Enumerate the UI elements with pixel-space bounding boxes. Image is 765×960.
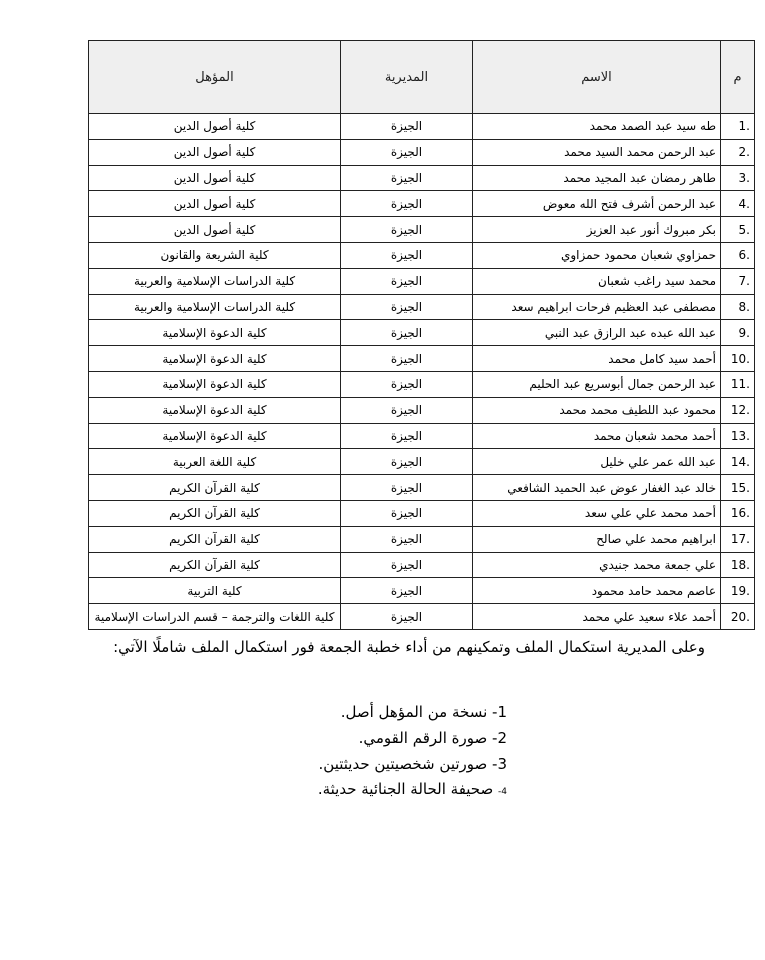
header-directorate: المديرية	[341, 41, 473, 114]
row-number: 1.	[721, 114, 755, 140]
row-directorate: الجيزة	[341, 346, 473, 372]
row-name: ابراهيم محمد علي صالح	[473, 526, 721, 552]
row-directorate: الجيزة	[341, 526, 473, 552]
row-name: عبد الرحمن جمال أبوسريع عبد الحليم	[473, 371, 721, 397]
requirement-item	[319, 755, 507, 773]
requirement-text: صورة الرقم القومي.	[358, 729, 488, 747]
requirement-item	[318, 780, 507, 798]
header-num: م	[721, 41, 755, 114]
row-qualification: كلية الدعوة الإسلامية	[89, 346, 341, 372]
table-row	[89, 423, 755, 449]
row-number: 20.	[721, 604, 755, 630]
row-name: أحمد علاء سعيد علي محمد	[473, 604, 721, 630]
row-number: 7.	[721, 268, 755, 294]
row-qualification: كلية أصول الدين	[89, 139, 341, 165]
row-name: عبد الله عبده عبد الرازق عبد النبي	[473, 320, 721, 346]
row-number: 9.	[721, 320, 755, 346]
row-directorate: الجيزة	[341, 268, 473, 294]
row-directorate: الجيزة	[341, 604, 473, 630]
row-qualification: كلية القرآن الكريم	[89, 552, 341, 578]
row-directorate: الجيزة	[341, 371, 473, 397]
row-qualification: كلية أصول الدين	[89, 217, 341, 243]
row-number: 15.	[721, 475, 755, 501]
row-qualification: كلية القرآن الكريم	[89, 526, 341, 552]
requirement-text: نسخة من المؤهل أصل.	[340, 703, 488, 721]
row-number: 4.	[721, 191, 755, 217]
row-directorate: الجيزة	[341, 217, 473, 243]
row-number: 6.	[721, 242, 755, 268]
table-row	[89, 526, 755, 552]
row-number: 5.	[721, 217, 755, 243]
requirement-number: 1-	[492, 703, 507, 721]
requirement-number: 4-	[498, 787, 507, 797]
instructions-text: وعلى المديرية استكمال الملف وتمكينهم من أداء خطبة الجمعة فور استكمال الملف شاملًا الآتي:	[113, 638, 705, 656]
row-directorate: الجيزة	[341, 294, 473, 320]
row-name: محمود عبد اللطيف محمد محمد	[473, 397, 721, 423]
row-name: أحمد محمد شعبان محمد	[473, 423, 721, 449]
row-qualification: كلية الشريعة والقانون	[89, 242, 341, 268]
row-name: خالد عبد الغفار عوض عبد الحميد الشافعي	[473, 475, 721, 501]
table-row	[89, 552, 755, 578]
row-qualification: كلية القرآن الكريم	[89, 475, 341, 501]
row-name: أحمد سيد كامل محمد	[473, 346, 721, 372]
header-name: الاسم	[473, 41, 721, 114]
table-row	[89, 242, 755, 268]
row-number: 18.	[721, 552, 755, 578]
row-number: 11.	[721, 371, 755, 397]
row-name: بكر مبروك أنور عبد العزيز	[473, 217, 721, 243]
row-number: 2.	[721, 139, 755, 165]
row-name: محمد سيد راغب شعبان	[473, 268, 721, 294]
row-qualification: كلية اللغة العربية	[89, 449, 341, 475]
row-directorate: الجيزة	[341, 397, 473, 423]
requirement-item	[359, 729, 507, 747]
row-qualification: كلية القرآن الكريم	[89, 500, 341, 526]
table-row	[89, 346, 755, 372]
table-row	[89, 371, 755, 397]
requirement-item	[341, 703, 507, 721]
row-name: حمزاوي شعبان محمود حمزاوي	[473, 242, 721, 268]
row-number: 16.	[721, 500, 755, 526]
table-row	[89, 268, 755, 294]
row-name: مصطفى عبد العظيم فرحات ابراهيم سعد	[473, 294, 721, 320]
row-name: عبد الرحمن أشرف فتح الله معوض	[473, 191, 721, 217]
row-number: 19.	[721, 578, 755, 604]
requirement-text: صورتين شخصيتين حديثتين.	[318, 755, 488, 773]
table-row	[89, 578, 755, 604]
row-name: طه سيد عبد الصمد محمد	[473, 114, 721, 140]
row-name: عاصم محمد حامد محمود	[473, 578, 721, 604]
row-number: 8.	[721, 294, 755, 320]
row-directorate: الجيزة	[341, 320, 473, 346]
row-name: عبد الرحمن محمد السيد محمد	[473, 139, 721, 165]
row-directorate: الجيزة	[341, 191, 473, 217]
row-name: أحمد محمد علي علي سعد	[473, 500, 721, 526]
row-number: 17.	[721, 526, 755, 552]
row-qualification: كلية أصول الدين	[89, 191, 341, 217]
row-qualification: كلية الدعوة الإسلامية	[89, 320, 341, 346]
table-row	[89, 500, 755, 526]
table-row	[89, 294, 755, 320]
header-qualification: المؤهل	[89, 41, 341, 114]
row-directorate: الجيزة	[341, 242, 473, 268]
row-number: 10.	[721, 346, 755, 372]
row-qualification: كلية أصول الدين	[89, 114, 341, 140]
row-number: 13.	[721, 423, 755, 449]
table-body	[89, 114, 755, 630]
table-row	[89, 604, 755, 630]
row-directorate: الجيزة	[341, 500, 473, 526]
table-row	[89, 114, 755, 140]
requirement-number: 2-	[492, 729, 507, 747]
row-directorate: الجيزة	[341, 449, 473, 475]
table-header-row	[89, 41, 755, 114]
row-directorate: الجيزة	[341, 114, 473, 140]
table-row	[89, 217, 755, 243]
row-name: طاهر رمضان عبد المجيد محمد	[473, 165, 721, 191]
row-directorate: الجيزة	[341, 423, 473, 449]
row-directorate: الجيزة	[341, 475, 473, 501]
row-directorate: الجيزة	[341, 139, 473, 165]
row-number: 12.	[721, 397, 755, 423]
row-qualification: كلية أصول الدين	[89, 165, 341, 191]
row-directorate: الجيزة	[341, 165, 473, 191]
row-number: 14.	[721, 449, 755, 475]
table-row	[89, 397, 755, 423]
table-row	[89, 191, 755, 217]
row-qualification: كلية الدعوة الإسلامية	[89, 397, 341, 423]
table-row	[89, 475, 755, 501]
row-qualification: كلية الدراسات الإسلامية والعربية	[89, 294, 341, 320]
row-qualification: كلية اللغات والترجمة – قسم الدراسات الإسلامية	[89, 604, 341, 630]
requirement-number: 3-	[492, 755, 507, 773]
row-qualification: كلية الدعوة الإسلامية	[89, 371, 341, 397]
table-row	[89, 449, 755, 475]
table-row	[89, 165, 755, 191]
row-qualification: كلية التربية	[89, 578, 341, 604]
table-row	[89, 320, 755, 346]
row-number: 3.	[721, 165, 755, 191]
row-name: علي جمعة محمد جنيدي	[473, 552, 721, 578]
table-row	[89, 139, 755, 165]
row-directorate: الجيزة	[341, 578, 473, 604]
requirement-text: صحيفة الحالة الجنائية حديثة.	[317, 780, 494, 798]
row-name: عبد الله عمر علي خليل	[473, 449, 721, 475]
row-qualification: كلية الدعوة الإسلامية	[89, 423, 341, 449]
row-qualification: كلية الدراسات الإسلامية والعربية	[89, 268, 341, 294]
candidates-table	[88, 40, 755, 630]
row-directorate: الجيزة	[341, 552, 473, 578]
